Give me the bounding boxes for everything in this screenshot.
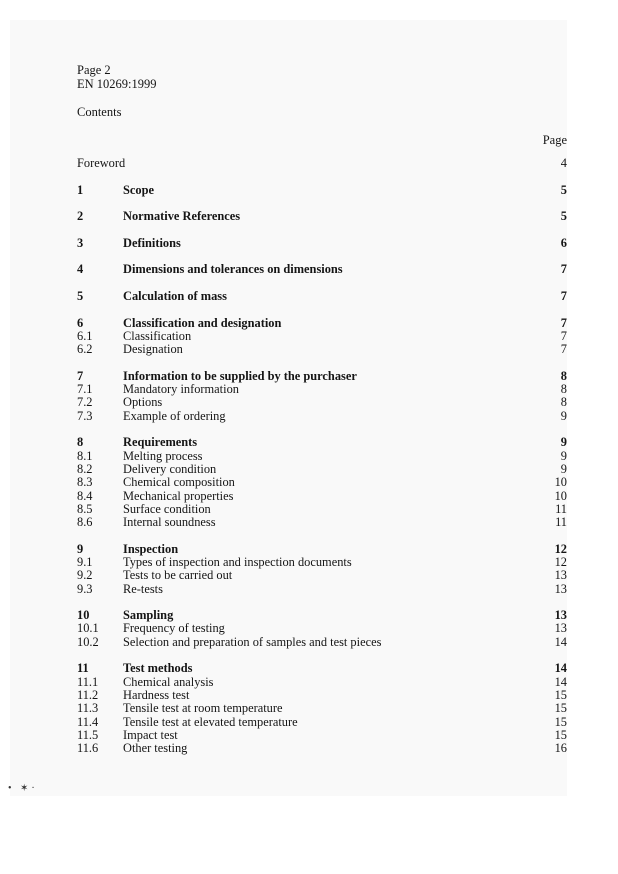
toc-sections [77, 184, 567, 756]
toc-page: 12 [554, 541, 567, 556]
toc-title: Classification and designation [123, 315, 282, 330]
toc-number: 11.6 [77, 741, 99, 756]
toc-page: 6 [560, 235, 567, 250]
toc-title: Mechanical properties [123, 488, 234, 503]
toc-page: 13 [554, 608, 567, 623]
toc-subsection-6-2 [77, 343, 567, 356]
toc-title: Tests to be carried out [123, 568, 233, 583]
toc-title: Scope [123, 182, 154, 197]
toc-number: 7.2 [77, 395, 93, 410]
toc-title: Delivery condition [123, 461, 217, 476]
toc-page: 9 [560, 448, 567, 463]
toc-page: 15 [554, 727, 567, 742]
toc-title: Definitions [123, 235, 181, 250]
toc-title: Hardness test [123, 687, 190, 702]
toc-number: 3 [77, 235, 84, 250]
toc-title: Impact test [123, 727, 178, 742]
table-of-contents [77, 157, 567, 755]
toc-section-10 [77, 609, 567, 622]
toc-title: Other testing [123, 741, 188, 756]
toc-page: 13 [554, 621, 567, 636]
toc-section-8 [77, 436, 567, 449]
toc-number: 11.3 [77, 701, 99, 716]
page-number-line: Page 2 [77, 63, 111, 77]
toc-page: 15 [554, 687, 567, 702]
toc-number: 4 [77, 262, 84, 277]
contents-title: Contents [77, 105, 122, 119]
toc-number: 11.1 [77, 674, 99, 689]
toc-number: 8.2 [77, 461, 93, 476]
toc-title: Types of inspection and inspection documents [123, 555, 352, 569]
toc-section-9 [77, 543, 567, 556]
toc-number: 1 [77, 182, 84, 197]
toc-title: Melting process [123, 448, 203, 463]
toc-page: 7 [560, 262, 567, 277]
toc-number: 7.3 [77, 408, 93, 423]
toc-page: 7 [560, 289, 567, 304]
toc-page: 9 [560, 408, 567, 423]
toc-foreword [77, 157, 567, 170]
toc-number: 6 [77, 315, 84, 330]
toc-number: 8.3 [77, 475, 93, 490]
toc-title: Surface condition [123, 501, 211, 516]
toc-number: 6.1 [77, 328, 93, 343]
toc-page: 10 [554, 475, 567, 490]
scan-speck: • ✶· [8, 783, 38, 794]
toc-subsection-7-2 [77, 396, 567, 409]
toc-subsection-11-1 [77, 676, 567, 689]
toc-section-1 [77, 184, 567, 197]
toc-page: 10 [554, 488, 567, 503]
toc-page: 15 [554, 701, 567, 716]
toc-section-3 [77, 237, 567, 250]
toc-number: 9 [77, 541, 84, 556]
toc-title: Options [123, 395, 163, 410]
toc-title: Tensile test at elevated temperature [123, 714, 298, 729]
toc-page: 14 [554, 634, 567, 649]
toc-page: 5 [560, 209, 567, 224]
toc-subsection-7-1 [77, 383, 567, 396]
toc-title: Normative References [123, 209, 241, 224]
toc-page: 9 [560, 461, 567, 476]
toc-number: 8 [77, 435, 84, 450]
toc-number: 10.1 [77, 621, 99, 636]
toc-subsection-8-4 [77, 490, 567, 503]
toc-page: 13 [554, 568, 567, 583]
toc-subsection-8-2 [77, 463, 567, 476]
toc-page: 14 [554, 661, 567, 676]
toc-title: Dimensions and tolerances on dimensions [123, 262, 343, 277]
toc-subsection-7-3 [77, 410, 567, 423]
toc-subsection-6-1 [77, 330, 567, 343]
toc-section-6 [77, 317, 567, 330]
toc-page: 14 [554, 674, 567, 689]
toc-title: Tensile test at room temperature [123, 701, 283, 716]
toc-subsection-11-4 [77, 716, 567, 729]
toc-title: Inspection [123, 541, 179, 556]
toc-page: 4 [560, 156, 567, 170]
toc-subsection-11-5 [77, 729, 567, 742]
toc-page: 8 [560, 395, 567, 410]
toc-page: 16 [554, 741, 567, 756]
toc-subsection-8-3 [77, 476, 567, 489]
toc-title: Sampling [123, 608, 174, 623]
toc-number: 2 [77, 209, 84, 224]
toc-section-2 [77, 210, 567, 223]
toc-page: 9 [560, 435, 567, 450]
toc-number: 9.2 [77, 568, 93, 583]
toc-page: 7 [560, 328, 567, 343]
toc-title: Selection and preparation of samples and test pieces [123, 634, 382, 649]
toc-title: Foreword [77, 156, 126, 170]
toc-page: 11 [555, 515, 567, 530]
toc-number: 11.5 [77, 727, 99, 742]
toc-title: Requirements [123, 435, 198, 450]
toc-subsection-9-1 [77, 556, 567, 569]
toc-number: 8.4 [77, 488, 93, 503]
toc-page: 13 [554, 581, 567, 596]
toc-page: 11 [555, 501, 567, 516]
toc-title: Re-tests [123, 581, 163, 596]
toc-number: 8.5 [77, 501, 93, 516]
toc-number: 7.1 [77, 382, 93, 397]
toc-subsection-11-3 [77, 702, 567, 715]
toc-subsection-10-1 [77, 622, 567, 635]
toc-subsection-8-6 [77, 516, 567, 529]
toc-subsection-10-2 [77, 636, 567, 649]
toc-subsection-11-6 [77, 742, 567, 755]
toc-number: 7 [77, 368, 84, 383]
toc-page: 15 [554, 714, 567, 729]
toc-number: 5 [77, 289, 84, 304]
toc-page: 7 [560, 315, 567, 330]
toc-number: 10.2 [77, 634, 99, 649]
toc-page: 5 [560, 182, 567, 197]
toc-title: Frequency of testing [123, 621, 225, 636]
toc-title: Internal soundness [123, 515, 216, 530]
toc-number: 8.1 [77, 448, 93, 463]
toc-number: 11.2 [77, 687, 99, 702]
toc-number: 11 [77, 661, 89, 676]
toc-page: 12 [554, 555, 567, 569]
toc-section-11 [77, 662, 567, 675]
toc-title: Designation [123, 342, 183, 357]
toc-title: Calculation of mass [123, 289, 227, 304]
toc-title: Test methods [123, 661, 193, 676]
toc-subsection-9-3 [77, 583, 567, 596]
toc-number: 9.3 [77, 581, 93, 596]
toc-title: Mandatory information [123, 382, 239, 397]
toc-number: 10 [77, 608, 90, 623]
toc-section-4 [77, 263, 567, 276]
toc-number: 11.4 [77, 714, 99, 729]
toc-title: Chemical composition [123, 475, 235, 490]
toc-title: Chemical analysis [123, 674, 214, 689]
toc-number: 6.2 [77, 342, 93, 357]
toc-page: 8 [560, 368, 567, 383]
toc-title: Classification [123, 328, 192, 343]
page-column-label: Page [542, 133, 567, 147]
toc-subsection-8-1 [77, 450, 567, 463]
toc-page: 8 [560, 382, 567, 397]
toc-subsection-8-5 [77, 503, 567, 516]
toc-number: 8.6 [77, 515, 93, 530]
toc-section-7 [77, 370, 567, 383]
toc-title: Information to be supplied by the purchaser [123, 368, 357, 383]
toc-page: 7 [560, 342, 567, 357]
standard-id: EN 10269:1999 [77, 77, 157, 91]
toc-number: 9.1 [77, 555, 93, 569]
toc-subsection-11-2 [77, 689, 567, 702]
toc-subsection-9-2 [77, 569, 567, 582]
toc-section-5 [77, 290, 567, 303]
toc-title: Example of ordering [123, 408, 226, 423]
